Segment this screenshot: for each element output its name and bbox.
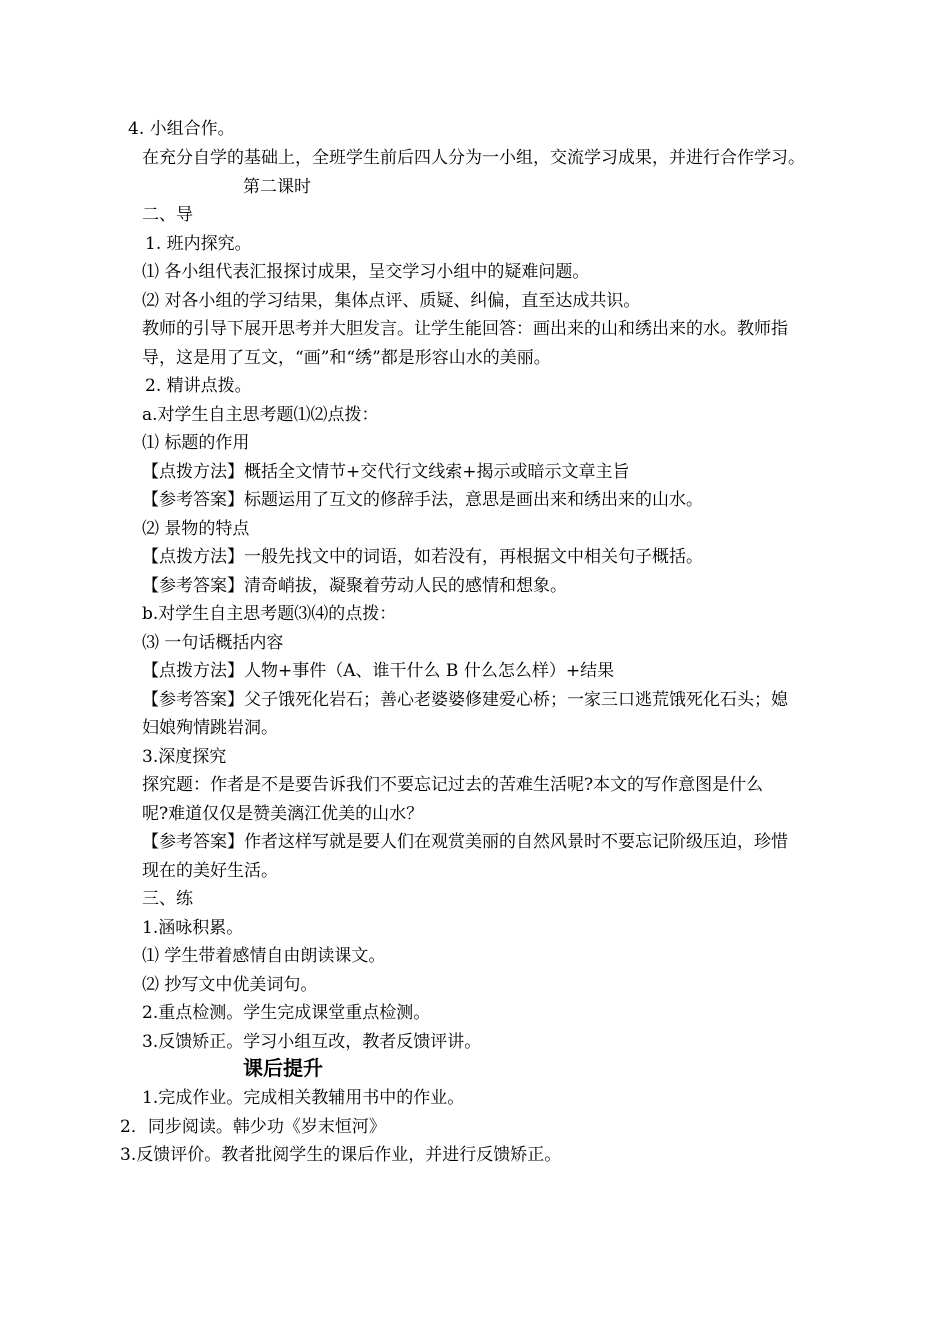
after-class-heading: 课后提升 [243, 1056, 323, 1080]
homework-item: 2．同步阅读。韩少功《岁末恒河》 [120, 1117, 386, 1137]
list-item: ⑴ 各小组代表汇报探讨成果，呈交学习小组中的疑难问题。 [142, 262, 590, 282]
item-4-heading: 4. 小组合作。 [128, 119, 235, 139]
list-item: ⑵ 景物的特点 [142, 519, 250, 539]
lesson-title: 第二课时 [243, 177, 311, 197]
practice-item: 2.重点检测。学生完成课堂重点检测。 [142, 1003, 431, 1023]
question-line: 探究题：作者是不是要告诉我们不要忘记过去的苦难生活呢?本文的写作意图是什么 [142, 775, 764, 795]
answer-line: 【参考答案】清奇峭拔，凝聚着劳动人民的感情和想象。 [142, 576, 567, 596]
practice-item: 1.涵咏积累。 [142, 918, 244, 938]
practice-item: 3.反馈矫正。学习小组互改，教者反馈评讲。 [142, 1032, 482, 1052]
answer-line: 【参考答案】作者这样写就是要人们在观赏美丽的自然风景时不要忘记阶级压迫，珍惜 [142, 832, 788, 852]
homework-item: 3.反馈评价。教者批阅学生的课后作业，并进行反馈矫正。 [120, 1145, 562, 1165]
list-item: ⑶ 一句话概括内容 [142, 633, 284, 653]
answer-line: 【参考答案】标题运用了互文的修辞手法，意思是画出来和绣出来的山水。 [142, 490, 703, 510]
method-line: 【点拨方法】一般先找文中的词语，如若没有，再根据文中相关句子概括。 [142, 547, 703, 567]
list-item: ⑵ 抄写文中优美词句。 [142, 975, 318, 995]
item-3-heading: 3.深度探究 [142, 747, 227, 767]
answer-line: 妇娘殉情跳岩洞。 [142, 718, 278, 738]
paragraph-line: 导，这是用了互文，“画”和“绣”都是形容山水的美丽。 [142, 348, 551, 368]
answer-line: 现在的美好生活。 [142, 861, 278, 881]
method-line: 【点拨方法】人物+事件（A、谁干什么 B 什么怎么样）+结果 [142, 661, 615, 681]
section-heading-practice: 三、练 [142, 889, 193, 909]
question-line: 呢?难道仅仅是赞美漓江优美的山水？ [142, 804, 424, 824]
method-line: 【点拨方法】概括全文情节+交代行文线索+揭示或暗示文章主旨 [142, 462, 630, 482]
subsection-a: a.对学生自主思考题⑴⑵点拨： [142, 405, 379, 425]
list-item: ⑴ 标题的作用 [142, 433, 250, 453]
list-item: ⑵ 对各小组的学习结果，集体点评、质疑、纠偏，直至达成共识。 [142, 291, 641, 311]
paragraph-line: 教师的引导下展开思考并大胆发言。让学生能回答：画出来的山和绣出来的水。教师指 [142, 319, 788, 339]
homework-item: 1.完成作业。完成相关教辅用书中的作业。 [142, 1088, 465, 1108]
subsection-b: b.对学生自主思考题⑶⑷的点拨： [142, 604, 397, 624]
section-heading-guide: 二、导 [142, 205, 193, 225]
list-item: ⑴ 学生带着感情自由朗读课文。 [142, 946, 386, 966]
paragraph-group-work: 在充分自学的基础上，全班学生前后四人分为一小组，交流学习成果，并进行合作学习。 [142, 148, 805, 168]
item-1-heading: 1. 班内探究。 [145, 234, 252, 254]
item-2-heading: 2. 精讲点拨。 [145, 376, 252, 396]
answer-line: 【参考答案】父子饿死化岩石；善心老婆婆修建爱心桥；一家三口逃荒饿死化石头；媳 [142, 690, 788, 710]
